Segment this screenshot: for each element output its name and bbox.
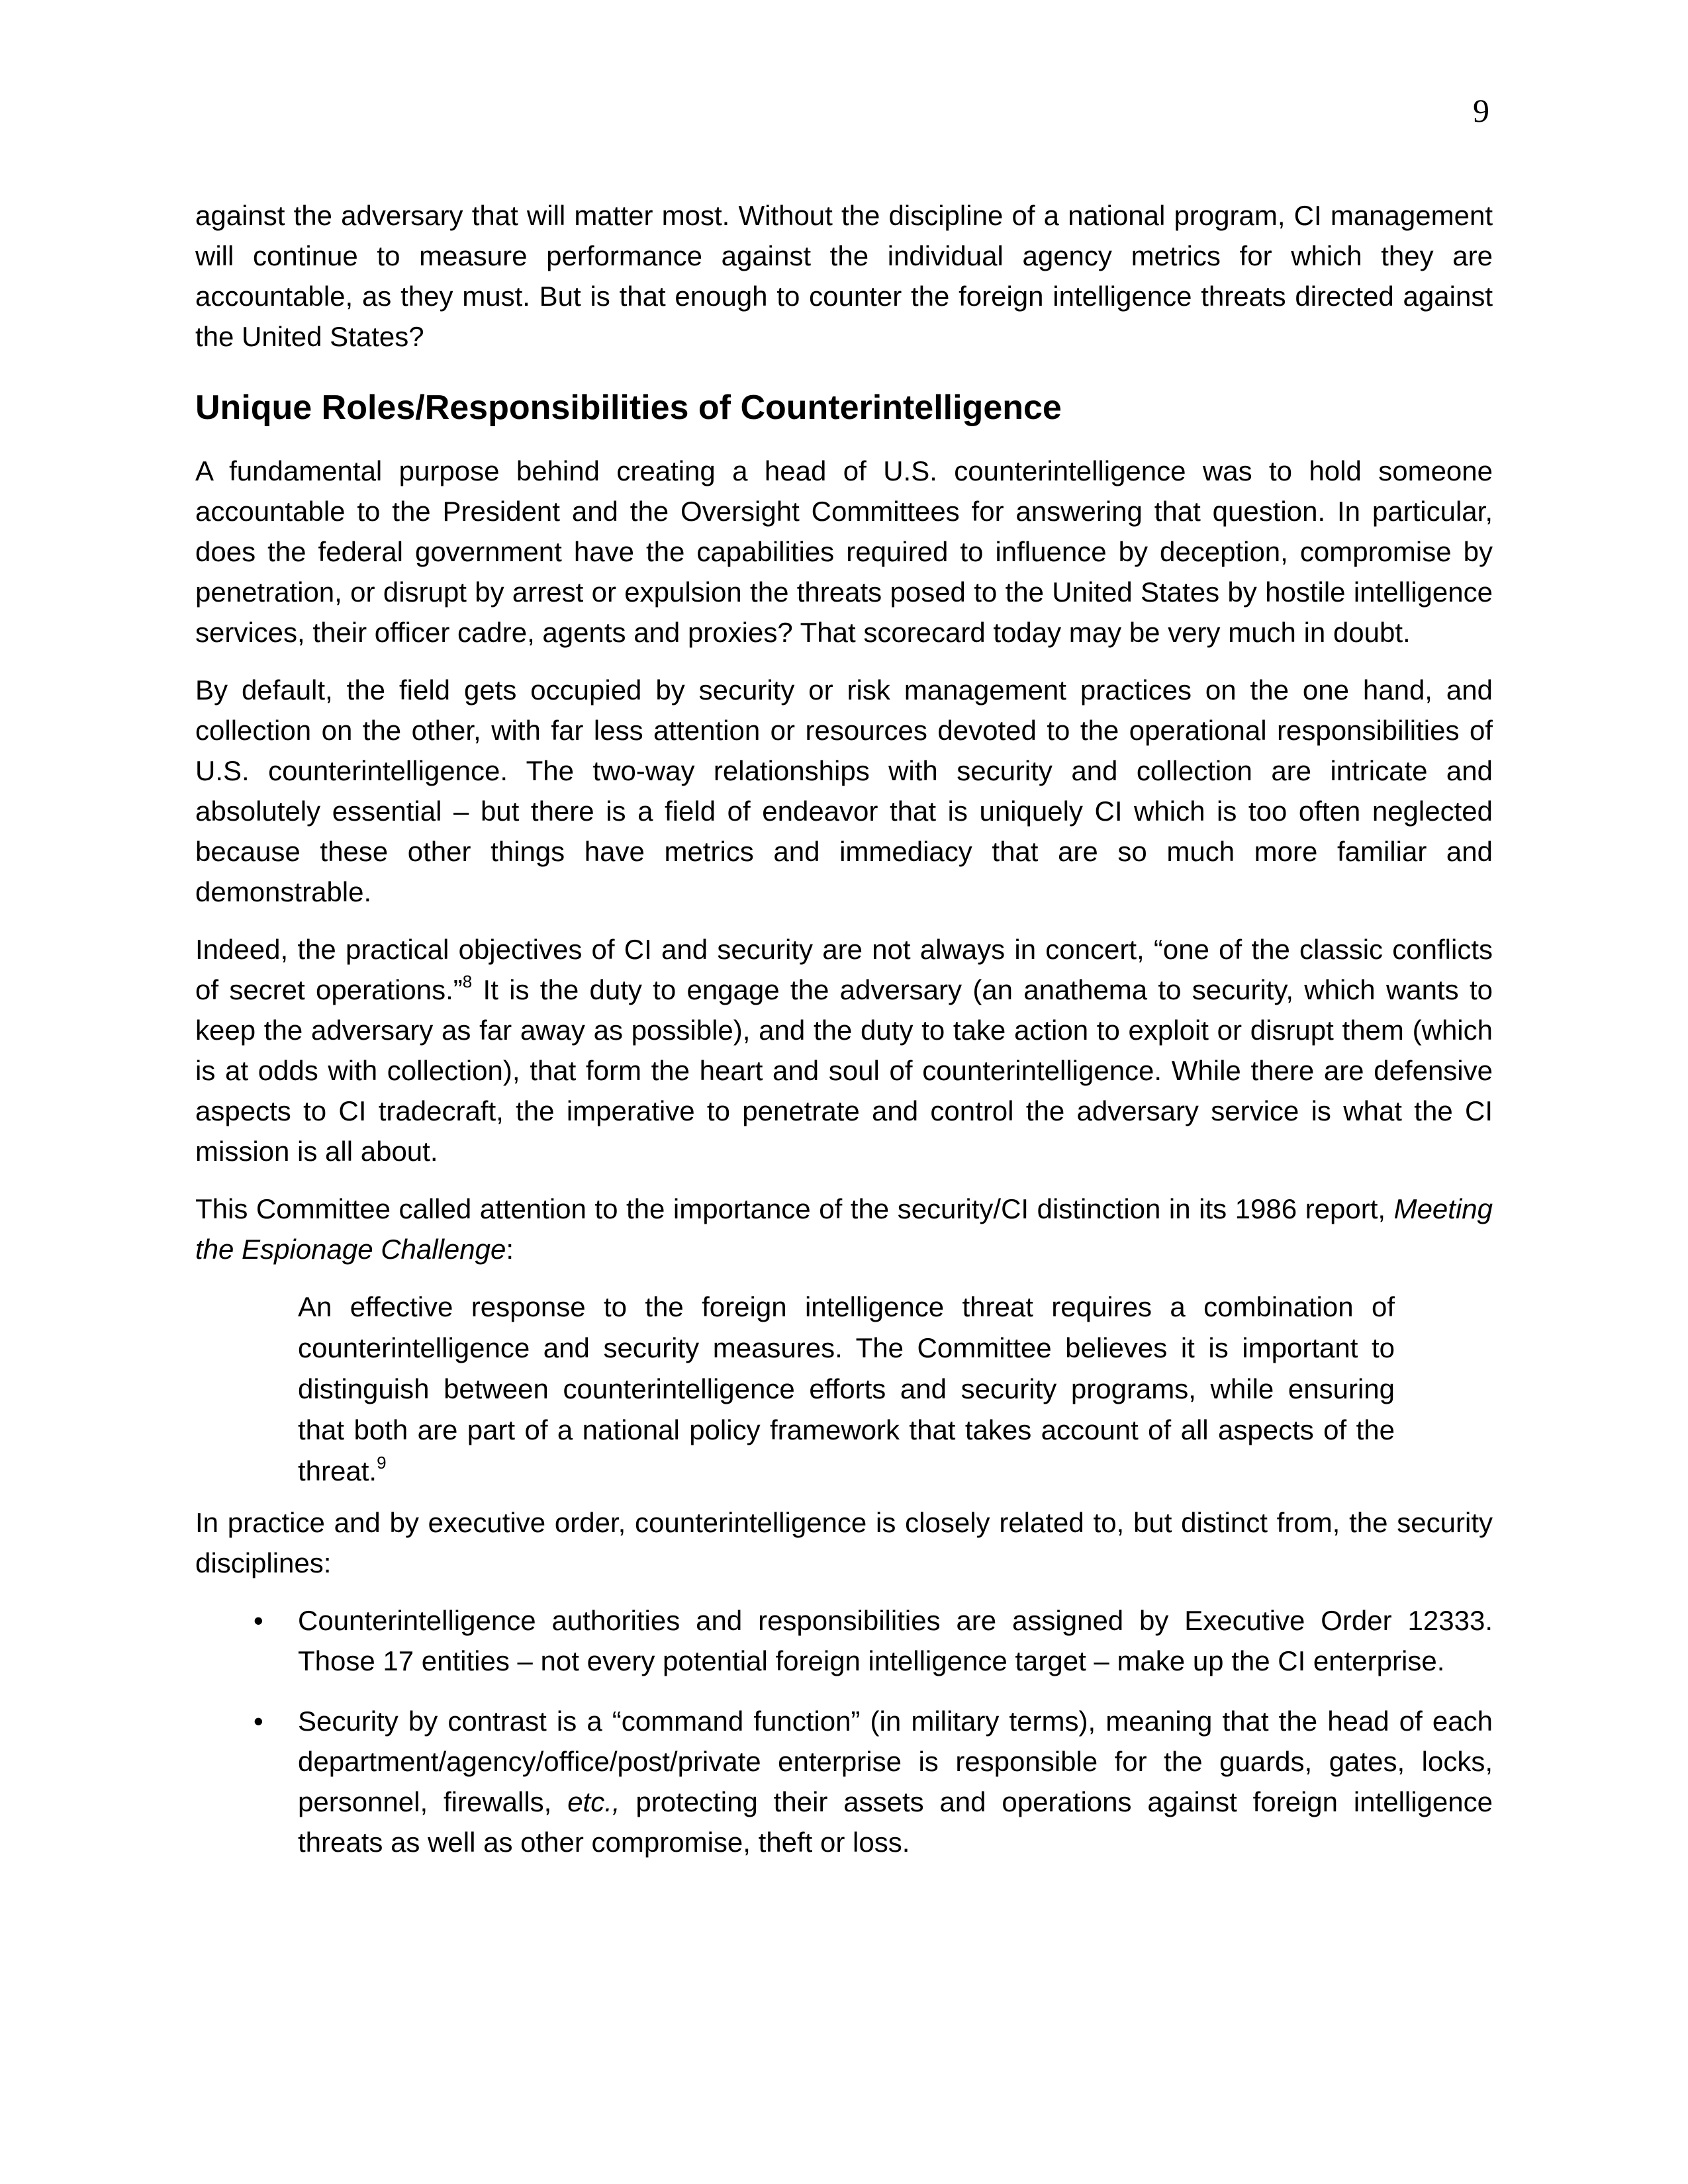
list-item-text: Counterintelligence authorities and responsibilities are assigned by Executive Order 12333. Those 17 entities – not every potential foreign intelligence target – make up the CI enterprise.: [298, 1605, 1493, 1676]
paragraph-fundamental-purpose: A fundamental purpose behind creating a head of U.S. counterintelligence was to hold someone accountable to the President and the Oversight Committees for answering that question. In particular, does the federal government have the capabilities required to influence by deception, compromise by penetration, or disrupt by arrest or expulsion the threats posed to the United States by hostile intelligence services, their officer cadre, agents and proxies? That scorecard today may be very much in doubt.: [195, 455, 1493, 648]
blockquote-text: An effective response to the foreign intelligence threat requires a combination of counterintelligence and security measures. The Committee believes it is important to distinguish between counterintelligence efforts and security programs, while ensuring that both are part of a national policy framework that takes account of all aspects of the threat.: [298, 1291, 1395, 1486]
security-disciplines-list: [195, 1600, 1493, 1862]
report-title-italic: Meeting the Espionage Challenge: [195, 1193, 1493, 1265]
footnote-ref-8: 8: [462, 972, 473, 991]
page-number: 9: [1473, 92, 1489, 129]
paragraph-indeed-text: Indeed, the practical objectives of CI and security are not always in concert, “one of the classic conflicts of secret operations.”: [195, 934, 1493, 1005]
list-item-security-command-function: [195, 1701, 1493, 1862]
list-item-ci-authorities: [195, 1600, 1493, 1681]
list-item-italic: etc.,: [567, 1786, 620, 1817]
paragraph-adversary: against the adversary that will matter most. Without the discipline of a national program, CI management will continue to measure performance against the individual agency metrics for which they are accountable, as they must. But is that enough to counter the foreign intelligence threats directed against the United States?: [195, 200, 1493, 352]
paragraph-by-default: By default, the field gets occupied by security or risk management practices on the one hand, and collection on the other, with far less attention or resources devoted to the operational responsibilities of U.S. counterintelligence. The two-way relationships with security and collection are intricate and absolutely essential – but there is a field of endeavor that is uniquely CI which is too often neglected because these other things have metrics and immediacy that are so much more familiar and demonstrable.: [195, 674, 1493, 907]
footnote-ref-9: 9: [377, 1453, 387, 1473]
list-item-text: Security by contrast is a “command function” (in military terms), meaning that the head of each department/agency/office/post/private enterprise is responsible for the guards, gates, locks, personnel, firewalls,: [298, 1706, 1493, 1817]
section-heading: Unique Roles/Responsibilities of Counterintelligence: [195, 388, 1062, 427]
list-item-text-cont: protecting their assets and operations against foreign intelligence threats as well as other compromise, theft or loss.: [298, 1786, 1493, 1858]
paragraph-committee-report: [195, 1189, 1493, 1269]
paragraph-committee-text: This Committee called attention to the importance of the security/CI distinction in its 1986 report,: [195, 1193, 1394, 1224]
bullet-icon: •: [254, 1706, 263, 1737]
page-content: [195, 195, 1493, 1882]
paragraph-indeed-text-cont: It is the duty to engage the adversary (an anathema to security, which wants to keep the adversary as far away as possible), and the duty to take action to exploit or disrupt them (which is at odds with collection), that form the heart and soul of counterintelligence. While there are defensive aspects to CI tradecraft, the imperative to penetrate and control the adversary service is what the CI mission is all about.: [195, 974, 1493, 1167]
bullet-icon: •: [254, 1605, 263, 1636]
paragraph-in-practice: In practice and by executive order, counterintelligence is closely related to, but distinct from, the security disciplines:: [195, 1507, 1493, 1578]
paragraph-indeed: [195, 929, 1493, 1171]
blockquote-espionage-report: [298, 1287, 1395, 1492]
paragraph-committee-colon: :: [506, 1234, 514, 1265]
